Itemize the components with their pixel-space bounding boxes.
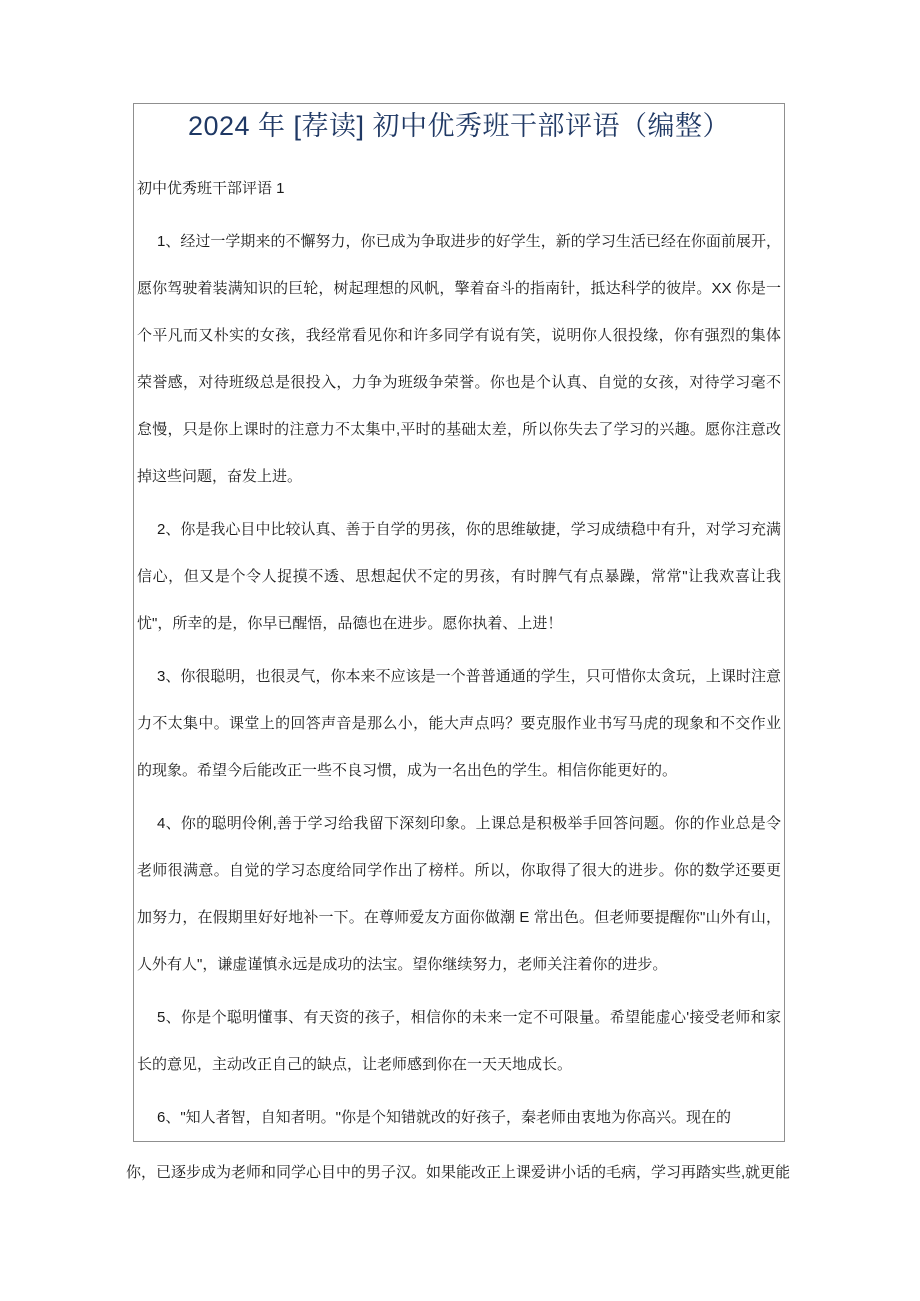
document-subtitle: 初中优秀班干部评语 1 (137, 180, 285, 197)
paragraph-4: 4、你的聪明伶俐,善于学习给我留下深刻印象。上课总是积极举手回答问题。你的作业总是令老师很满意。自觉的学习态度给同学作出了榜样。所以，你取得了很大的进步。你的数学还要更加努力，在假期里好好地补一下。在尊师爱友方面你做潮 E 常出色。但老师要提醒你"山外有山，人外有人"，谦虚谨慎永远是成功的法宝。望你继续努力，老师关注着你的进步。 (137, 815, 781, 973)
paragraph-3: 3、你很聪明，也很灵气，你本来不应该是一个普普通通的学生，只可惜你太贪玩，上课时注意力不太集中。课堂上的回答声音是那么小，能大声点吗？要克服作业书写马虎的现象和不交作业的现象。希望今后能改正一些不良习惯，成为一名出色的学生。相信你能更好的。 (137, 668, 781, 779)
document-content-box (133, 103, 785, 1142)
document-paragraphs (137, 218, 781, 1141)
paragraph-2: 2、你是我心目中比较认真、善于自学的男孩，你的思维敏捷，学习成绩稳中有升，对学习充满信心，但又是个令人捉摸不透、思想起伏不定的男孩，有时脾气有点暴躁，常常"让我欢喜让我忧"，所幸的是，你早已醒悟，品德也在进步。愿你执着、上进！ (137, 521, 781, 632)
document-title: 2024 年 [荐读] 初中优秀班干部评语（编整） (187, 111, 731, 141)
paragraph-6-first-line: 6、"知人者智，自知者明。"你是个知错就改的好孩子，秦老师由衷地为你高兴。现在的 (157, 1109, 731, 1126)
paragraph-1: 1、经过一学期来的不懈努力，你已成为争取进步的好学生，新的学习生活已经在你面前展开，愿你驾驶着装满知识的巨轮，树起理想的风帆，擎着奋斗的指南针，抵达科学的彼岸。XX 你是一个平凡而又朴实的女孩，我经常看见你和许多同学有说有笑，说明你人很投缘，你有强烈的集体荣誉感，对待班级总是很投入，力争为班级争荣誉。你也是个认真、自觉的女孩，对待学习毫不怠慢，只是你上课时的注意力不太集中,平时的基础太差，所以你失去了学习的兴趣。愿你注意改掉这些问题，奋发上进。 (137, 233, 781, 485)
paragraph-5: 5、你是个聪明懂事、有天资的孩子，相信你的未来一定不可限量。希望能虚心'接受老师和家长的意见，主动改正自己的缺点，让老师感到你在一天天地成长。 (137, 1009, 781, 1073)
paragraph-6-overflow-line: 你，已逐步成为老师和同学心目中的男子汉。如果能改正上课爱讲小话的毛病，学习再踏实些,就更能 (126, 1164, 791, 1181)
